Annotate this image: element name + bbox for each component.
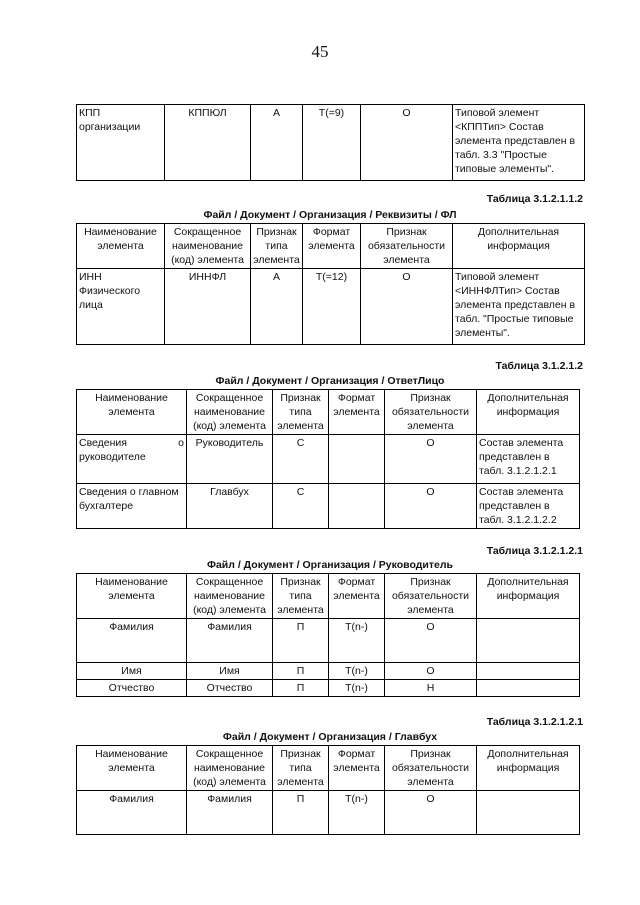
header-name: Наименование элемента [77,390,187,435]
header-required: Признак обязательности элемента [385,390,477,435]
table-cell: Фамилия [77,619,187,663]
table-cell: T(n-) [329,791,385,835]
table-cell: О [385,435,477,484]
table-row [77,663,580,680]
table-title: Файл / Документ / Организация / ОтветЛицо [215,375,445,387]
table-cell: Отчество [77,680,187,697]
header-format: Формат элемента [329,574,385,619]
table-cell: С [273,435,329,484]
table-cell: Типовой элемент <ИННФЛТип> Состав элемента представлен в табл. "Простые типовые элементы". [453,269,585,345]
table-cell: КППЮЛ [165,105,251,181]
table-cell: Фамилия [187,619,273,663]
table-number: Таблица 3.1.2.1.2.1 [486,716,583,728]
director-table [76,573,580,697]
table-cell: П [273,619,329,663]
table-cell: П [273,791,329,835]
table-cell: Руководитель [187,435,273,484]
header-short: Сокращенное наименование (код) элемента [187,746,273,791]
header-required: Признак обязательности элемента [361,224,453,269]
table-cell: О [361,105,453,181]
table-cell: О [385,791,477,835]
table-cell: Имя [187,663,273,680]
fl-requisites-table [76,223,585,345]
table-cell: Н [385,680,477,697]
table-row [77,484,580,529]
header-short: Сокращенное наименование (код) элемента [165,224,251,269]
table-number: Таблица 3.1.2.1.1.2 [486,193,583,205]
table-row [77,619,580,663]
table-cell: О [385,663,477,680]
header-format: Формат элемента [329,390,385,435]
table-cell: Фамилия [77,791,187,835]
header-info: Дополнительная информация [477,390,580,435]
table-header-row [77,574,580,619]
table-cell [477,663,580,680]
table-cell: T(n-) [329,680,385,697]
table-row [77,435,580,484]
table-cell: Отчество [187,680,273,697]
header-short: Сокращенное наименование (код) элемента [187,390,273,435]
table-row [77,791,580,835]
header-name: Наименование элемента [77,224,165,269]
table-cell [477,619,580,663]
header-info: Дополнительная информация [477,746,580,791]
header-required: Признак обязательности элемента [385,574,477,619]
header-type: Признак типа элемента [251,224,303,269]
table-cell: Фамилия [187,791,273,835]
table-title: Файл / Документ / Организация / Главбух [222,731,438,743]
table-cell [329,484,385,529]
cell-text: Сведения о руководителе [79,437,184,463]
header-type: Признак типа элемента [273,574,329,619]
table-cell: T(n-) [329,619,385,663]
table-cell: Сведения о главном бухгалтере [77,484,187,529]
header-info: Дополнительная информация [477,574,580,619]
table-cell: ИННФЛ [165,269,251,345]
responsible-persons-table [76,389,580,529]
table-header-row [77,224,585,269]
table-cell: А [251,105,303,181]
table-cell: Типовой элемент <КППТип> Состав элемента представлен в табл. 3.3 "Простые типовые элементы". [453,105,585,181]
table-cell [477,680,580,697]
header-format: Формат элемента [329,746,385,791]
table-cell [477,791,580,835]
header-type: Признак типа элемента [273,390,329,435]
header-info: Дополнительная информация [453,224,585,269]
header-required: Признак обязательности элемента [385,746,477,791]
kpp-table [76,104,585,181]
table-cell: О [385,484,477,529]
table-cell: T(n-) [329,663,385,680]
table-title: Файл / Документ / Организация / Руководитель [207,559,453,571]
table-header-row [77,390,580,435]
header-name: Наименование элемента [77,746,187,791]
page-number: 45 [311,42,329,61]
table-cell [77,435,187,484]
table-header-row [77,746,580,791]
header-type: Признак типа элемента [273,746,329,791]
table-row [77,269,585,345]
chief-accountant-table [76,745,580,835]
table-cell: П [273,663,329,680]
table-cell: Состав элемента представлен в табл. 3.1.2.1.2.1 [477,435,580,484]
table-row [77,105,585,181]
table-row [77,680,580,697]
table-cell: Имя [77,663,187,680]
table-cell: О [361,269,453,345]
table-cell: ИНН Физического лица [77,269,165,345]
table-cell: Состав элемента представлен в табл. 3.1.2.1.2.2 [477,484,580,529]
table-title: Файл / Документ / Организация / Реквизиты / ФЛ [203,209,457,221]
table-number: Таблица 3.1.2.1.2.1 [486,545,583,557]
table-cell [329,435,385,484]
header-name: Наименование элемента [77,574,187,619]
header-format: Формат элемента [303,224,361,269]
table-cell: КПП организации [77,105,165,181]
table-cell: П [273,680,329,697]
table-cell: T(=12) [303,269,361,345]
table-cell: С [273,484,329,529]
table-cell: Главбух [187,484,273,529]
table-cell: T(=9) [303,105,361,181]
table-number: Таблица 3.1.2.1.2 [495,360,583,372]
table-cell: О [385,619,477,663]
header-short: Сокращенное наименование (код) элемента [187,574,273,619]
table-cell: А [251,269,303,345]
